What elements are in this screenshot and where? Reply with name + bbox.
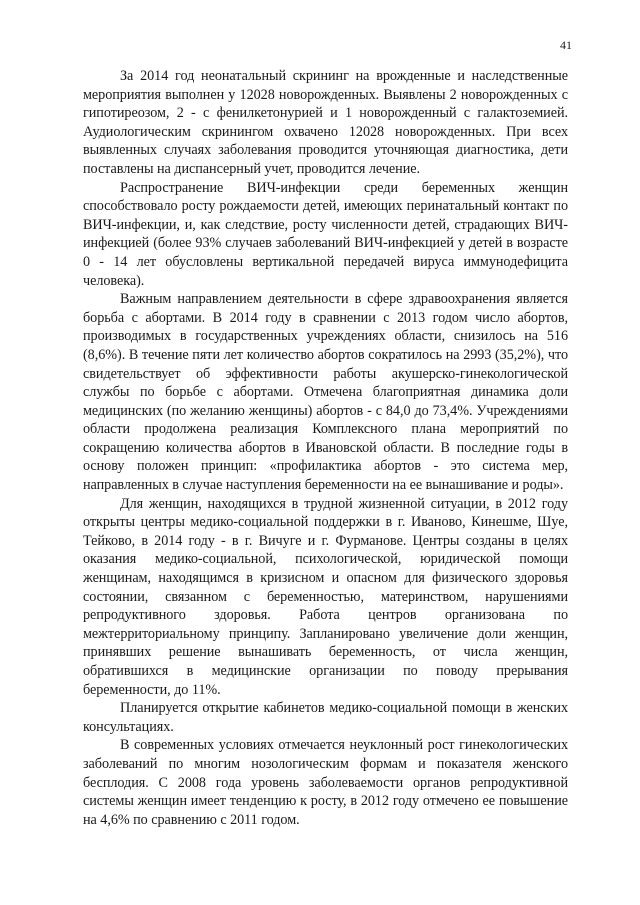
paragraph-support-centers: Для женщин, находящихся в трудной жизненной ситуации, в 2012 году открыты центры медико-социальной поддержки в г. Иваново, Кинешме, Шуе, Тейково, в 2014 году - в г. Вичуге и г. Фурманове. Центры созданы в целях оказания медико-социальной, психологической, юридической помощи женщинам, находящимся в кризисном и опасном для физического здоровья состоянии, связанном с беременностью, материнством, нарушениями репродуктивного здоровья. Работа центров организована по межтерриториальному принципу. Запланировано увеличение доли женщин, принявших решение вынашивать беременность, от числа женщин, обратившихся в медицинские организации по поводу прерывания беременности, до 11%. [83,495,568,698]
paragraph-neonatal-screening: За 2014 год неонатальный скрининг на врожденные и наследственные мероприятия выполнен у 12028 новорожденных. Выявлены 2 новорожденных с гипотиреозом, 2 - с фенилкетонурией и 1 новорожденный с галактоземией. Аудиологическим скринингом охвачено 12028 новорожденных. При всех выявленных случаях заболевания проводится уточняющая диагностика, дети поставлены на диспансерный учет, проводится лечение. [83,68,568,177]
paragraph-hiv-infection: Распространение ВИЧ-инфекции среди беременных женщин способствовало росту рождаемости детей, имеющих перинатальный контакт по ВИЧ-инфекции, и, как следствие, росту численности детей, страдающих ВИЧ-инфекцией (более 93% случаев заболеваний ВИЧ-инфекцией у детей в возрасте 0 - 14 лет обусловлены вертикальной передачей вируса иммунодефицита человека). [83,179,568,289]
paragraph-gynecological-diseases: В современных условиях отмечается неуклонный рост гинекологических заболеваний по многим нозологическим формам и показателя женского бесплодия. С 2008 года уровень заболеваемости органов репродуктивной системы женщин имеет тенденцию к росту, в 2012 году отмечено ее повышение на 4,6% по сравнению с 2011 годом. [83,737,568,828]
paragraph-abortion-reduction: Важным направлением деятельности в сфере здравоохранения является борьба с абортами. В 2014 году в сравнении с 2013 годом число абортов, производимых в государственных учреждениях области, снизилось на 516 (8,6%). В течение пяти лет количество абортов сократилось на 2993 (35,2%), что свидетельствует об эффективности работы акушерско-гинекологической службы по борьбе с абортами. Отмечена благоприятная динамика доли медицинских (по желанию женщины) абортов - с 84,0 до 73,4%. Учреждениями области продолжена реализация Комплексного плана мероприятий по сокращению количества абортов в Ивановской области. В последние годы в основу положен принцип: «профилактика абортов - это система мер, направленных в случае наступления беременности на ее вынашивание и роды». [83,291,568,494]
paragraph-planned-offices: Планируется открытие кабинетов медико-социальной помощи в женских консультациях. [83,700,568,735]
page-number: 41 [560,38,572,52]
body-text [83,67,568,829]
